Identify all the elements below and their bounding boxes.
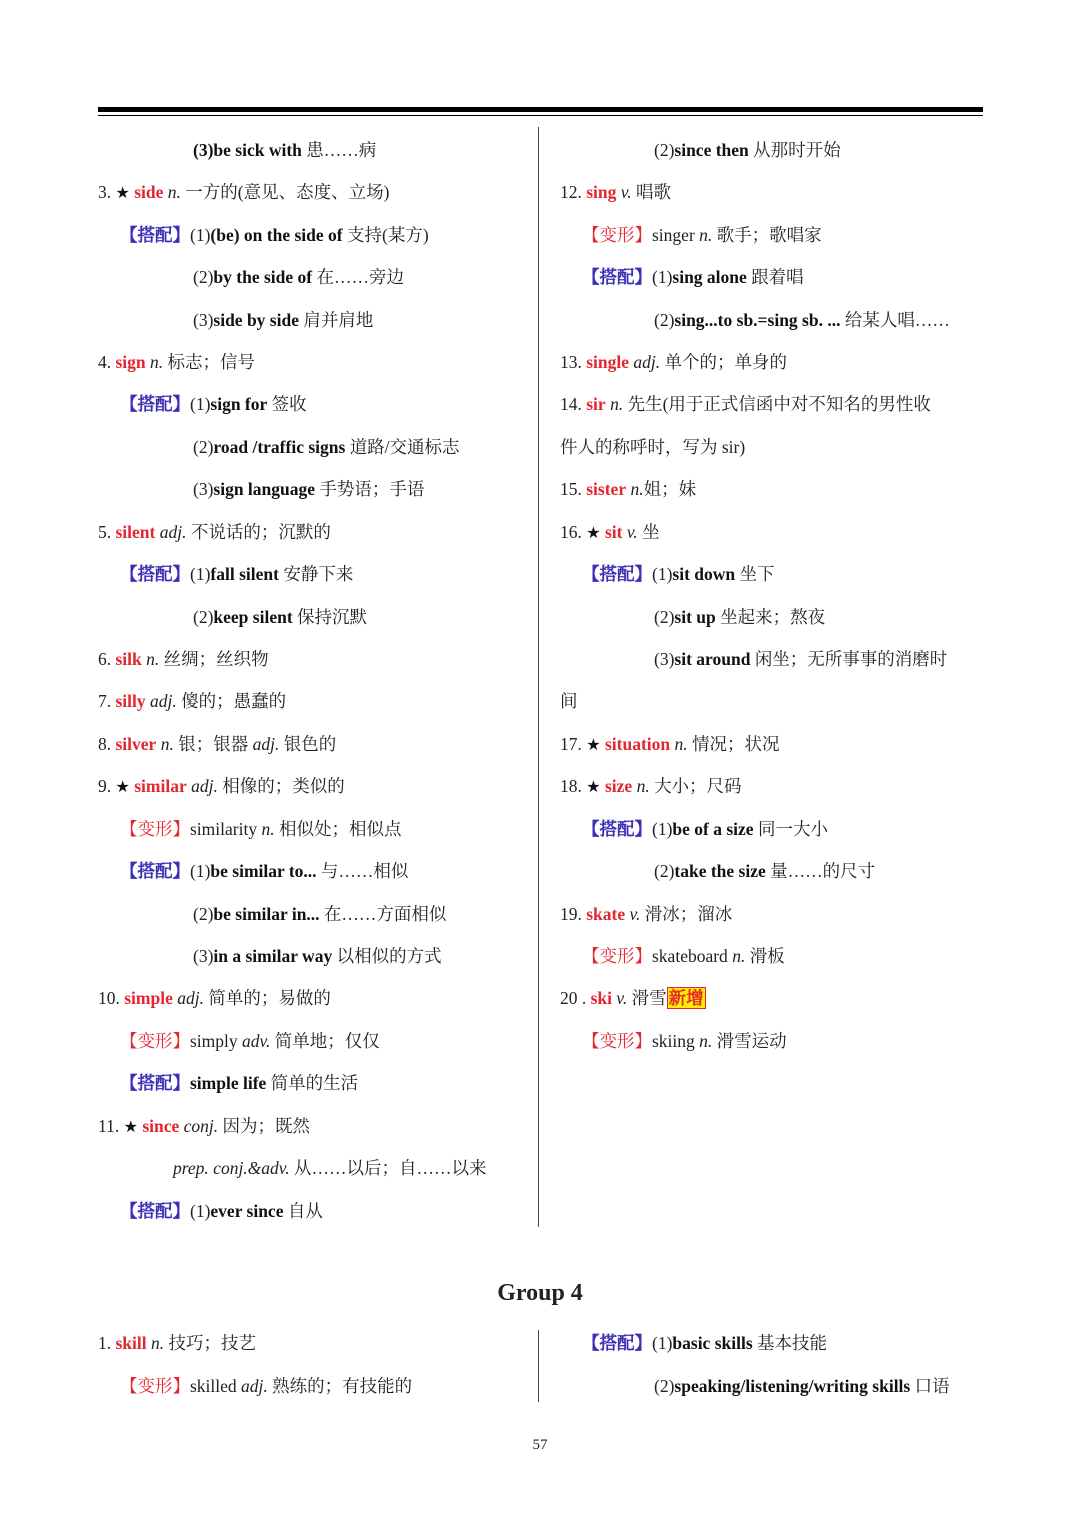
- part-of-speech: adj.: [177, 988, 204, 1008]
- text-run: 13.: [560, 352, 587, 372]
- text-run: (2): [654, 310, 675, 330]
- text-run: 量……的尺寸: [765, 861, 876, 881]
- section-tag: 【搭配】: [582, 1333, 652, 1353]
- phrase: sit up: [674, 607, 716, 627]
- text-run: (1): [652, 1333, 673, 1353]
- headword: ski: [590, 988, 613, 1008]
- text-run: 14.: [560, 394, 587, 414]
- column-divider-top: [538, 127, 539, 1227]
- text-run: 歌手；歌唱家: [712, 225, 822, 245]
- text-run: 道路/交通标志: [345, 437, 460, 457]
- entry-line: [98, 1115, 310, 1138]
- headword: simple: [124, 988, 173, 1008]
- part-of-speech: adj.: [191, 776, 218, 796]
- part-of-speech: v.: [626, 522, 638, 542]
- entry-line: [582, 818, 828, 840]
- text-run: 安静下来: [278, 564, 354, 584]
- entry-line: [120, 393, 307, 415]
- part-of-speech: n.: [699, 1031, 713, 1051]
- entry-line: [193, 903, 446, 925]
- entry-line: [120, 1030, 380, 1052]
- part-of-speech: n.: [146, 649, 160, 669]
- phrase: speaking/listening/writing skills: [674, 1376, 911, 1396]
- headword: size: [604, 776, 633, 796]
- entry-line: [98, 181, 389, 204]
- part-of-speech: adj.: [159, 522, 187, 542]
- text-run: 滑冰；溜冰: [640, 904, 733, 924]
- headword: skill: [115, 1333, 147, 1353]
- text-run: 坐: [637, 522, 660, 542]
- entry-line: [582, 1332, 827, 1354]
- part-of-speech: n.: [699, 225, 713, 245]
- text-run: 同一大小: [753, 819, 828, 839]
- section-tag: 【搭配】: [120, 861, 190, 881]
- text-run: 7.: [98, 691, 116, 711]
- entry-line: [98, 1332, 256, 1354]
- text-run: 16.: [560, 522, 587, 542]
- entry-line: [560, 478, 696, 500]
- text-run: 不说话的；沉默的: [186, 522, 331, 542]
- text-run: 简单的生活: [266, 1073, 359, 1093]
- text-run: 因为；既然: [218, 1116, 311, 1136]
- new-badge: 新增: [668, 988, 704, 1008]
- page-number: 57: [532, 1437, 548, 1453]
- text-run: 在……方面相似: [319, 904, 447, 924]
- part-of-speech: v.: [616, 988, 628, 1008]
- entry-line: [654, 606, 825, 628]
- text-run: 相像的；类似的: [217, 776, 345, 796]
- text-run: 患……病: [301, 140, 377, 160]
- text-run: 一方的(意见、态度、立场): [180, 182, 390, 202]
- part-of-speech: n.: [610, 394, 624, 414]
- text-run: 银；银器: [173, 734, 253, 754]
- phrase: side by side: [213, 310, 299, 330]
- star-icon: ★: [586, 523, 601, 542]
- text-run: 10.: [98, 988, 125, 1008]
- text-run: 5.: [98, 522, 116, 542]
- text-run: 19.: [560, 904, 587, 924]
- entry-line: [654, 1375, 950, 1397]
- entry-line: [654, 860, 875, 882]
- text-run: (1): [190, 225, 211, 245]
- text-run: skilled: [190, 1376, 242, 1396]
- section-tag: 【变形】: [120, 819, 190, 839]
- entry-line: [173, 1157, 487, 1179]
- entry-line: [120, 818, 401, 840]
- entry-line: [582, 224, 822, 246]
- entry-line: [120, 1375, 412, 1397]
- phrase: in a similar way: [213, 946, 333, 966]
- entry-line: [98, 521, 331, 543]
- text-run: (2): [654, 1376, 675, 1396]
- text-run: 标志；信号: [163, 352, 256, 372]
- entry-line: [560, 351, 787, 373]
- entry-line: [560, 393, 931, 415]
- entry-line: [560, 903, 732, 925]
- star-icon: ★: [115, 777, 130, 796]
- part-of-speech: v.: [629, 904, 641, 924]
- text-run: (3): [654, 649, 675, 669]
- phrase: keep silent: [213, 607, 293, 627]
- headword: sit: [604, 522, 623, 542]
- text-run: 丝绸；丝织物: [159, 649, 269, 669]
- phrase: since then: [674, 140, 749, 160]
- section-tag: 【搭配】: [120, 1201, 190, 1221]
- star-icon: ★: [586, 735, 601, 754]
- text-run: 基本技能: [752, 1333, 828, 1353]
- star-icon: ★: [123, 1117, 138, 1136]
- headword: sister: [586, 479, 627, 499]
- text-run: 姐；妹: [643, 479, 697, 499]
- part-of-speech: n.: [160, 734, 174, 754]
- text-run: 12.: [560, 182, 587, 202]
- text-run: (3): [193, 479, 214, 499]
- section-tag: 【变形】: [582, 1031, 652, 1051]
- header-rule-thin: [98, 115, 983, 116]
- entry-line: [582, 266, 804, 288]
- section-tag: 【搭配】: [120, 394, 190, 414]
- text-run: (2): [193, 607, 214, 627]
- entry-line: [120, 224, 429, 246]
- text-run: 傻的；愚蠢的: [176, 691, 287, 711]
- text-run: (1): [652, 819, 673, 839]
- text-run: (1): [190, 1201, 211, 1221]
- text-run: 支持(某方): [342, 225, 429, 245]
- entry-line: [560, 436, 745, 458]
- text-run: 11.: [98, 1116, 124, 1136]
- entry-line: [193, 606, 367, 628]
- text-run: 银色的: [279, 734, 337, 754]
- text-run: 17.: [560, 734, 587, 754]
- text-run: (2): [193, 437, 214, 457]
- entry-line: [193, 945, 442, 967]
- text-run: (3): [193, 310, 214, 330]
- entry-line: [193, 139, 376, 161]
- text-run: 坐起来；熬夜: [715, 607, 826, 627]
- part-of-speech: n.: [732, 946, 746, 966]
- section-tag: 【搭配】: [120, 225, 190, 245]
- phrase: be similar to...: [210, 861, 317, 881]
- phrase: sign language: [213, 479, 316, 499]
- entry-line: [582, 1030, 787, 1052]
- text-run: 单个的；单身的: [660, 352, 788, 372]
- text-run: simply: [190, 1031, 243, 1051]
- text-run: 在……旁边: [312, 267, 404, 287]
- phrase: (be) on the side of: [210, 225, 343, 245]
- text-run: (3): [193, 946, 214, 966]
- phrase: sing...to sb.=sing sb. ...: [674, 310, 841, 330]
- text-run: (1): [190, 564, 211, 584]
- entry-line: [560, 733, 780, 756]
- text-run: 口语: [910, 1376, 950, 1396]
- text-run: 相似处；相似点: [274, 819, 402, 839]
- text-run: 坐下: [735, 564, 775, 584]
- entry-line: [120, 1200, 323, 1222]
- phrase: take the size: [674, 861, 766, 881]
- part-of-speech: n.: [167, 182, 181, 202]
- text-run: 唱歌: [631, 182, 671, 202]
- phrase: sit down: [672, 564, 736, 584]
- entry-line: [560, 690, 578, 712]
- text-run: skiing: [652, 1031, 700, 1051]
- text-run: 滑雪: [627, 988, 667, 1008]
- entry-line: [98, 690, 286, 712]
- section-tag: 【变形】: [120, 1031, 190, 1051]
- phrase: road /traffic signs: [213, 437, 346, 457]
- section-tag: 【变形】: [582, 225, 652, 245]
- text-run: 与……相似: [316, 861, 409, 881]
- entry-line: [560, 521, 660, 544]
- section-tag: 【搭配】: [120, 564, 190, 584]
- text-run: 18.: [560, 776, 587, 796]
- entry-line: [560, 987, 706, 1009]
- text-run: 自从: [283, 1201, 323, 1221]
- column-divider-bottom: [538, 1330, 539, 1402]
- phrase: sign for: [210, 394, 268, 414]
- header-rule-thick: [98, 107, 983, 112]
- part-of-speech: n.: [636, 776, 650, 796]
- entry-line: [582, 563, 775, 585]
- text-run: 简单地；仅仅: [270, 1031, 380, 1051]
- part-of-speech: n.: [151, 1333, 165, 1353]
- text-run: 大小；尺码: [649, 776, 742, 796]
- text-run: (1): [652, 564, 673, 584]
- headword: silver: [115, 734, 157, 754]
- phrase: be similar in...: [213, 904, 320, 924]
- text-run: 跟着唱: [746, 267, 804, 287]
- entry-line: [193, 436, 460, 458]
- headword: since: [142, 1116, 180, 1136]
- part-of-speech: v.: [620, 182, 632, 202]
- entry-line: [120, 563, 353, 585]
- headword: silly: [115, 691, 146, 711]
- text-run: 简单的；易做的: [204, 988, 331, 1008]
- text-run: 签收: [267, 394, 307, 414]
- headword: side: [134, 182, 164, 202]
- entry-line: [193, 478, 424, 500]
- text-run: 保持沉默: [292, 607, 368, 627]
- section-tag: 【搭配】: [582, 564, 652, 584]
- section-tag: 【搭配】: [120, 1073, 190, 1093]
- part-of-speech: adj.: [150, 691, 177, 711]
- text-run: (2): [193, 904, 214, 924]
- group-title: Group 4: [497, 1280, 583, 1306]
- entry-line: [560, 775, 742, 798]
- phrase: (3)be sick with: [193, 140, 302, 160]
- part-of-speech: adj.: [252, 734, 280, 754]
- text-run: 以相似的方式: [332, 946, 442, 966]
- text-run: 从那时开始: [748, 140, 841, 160]
- text-run: 4.: [98, 352, 116, 372]
- text-run: 肩并肩地: [298, 310, 374, 330]
- text-run: 间: [560, 691, 578, 711]
- entry-line: [654, 648, 947, 670]
- headword: skate: [586, 904, 626, 924]
- text-run: (2): [654, 607, 675, 627]
- section-tag: 【搭配】: [582, 819, 652, 839]
- text-run: singer: [652, 225, 700, 245]
- phrase: fall silent: [210, 564, 279, 584]
- text-run: (2): [193, 267, 214, 287]
- text-run: 15.: [560, 479, 587, 499]
- entry-line: [98, 987, 331, 1009]
- text-run: (2): [654, 140, 675, 160]
- section-tag: 【变形】: [120, 1376, 190, 1396]
- text-run: skateboard: [652, 946, 733, 966]
- headword: sing: [586, 182, 617, 202]
- entry-line: [654, 309, 950, 331]
- entry-line: [98, 351, 255, 373]
- text-run: (1): [652, 267, 673, 287]
- text-run: 滑板: [745, 946, 785, 966]
- phrase: ever since: [210, 1201, 284, 1221]
- text-run: 1.: [98, 1333, 116, 1353]
- phrase: by the side of: [213, 267, 313, 287]
- headword: silk: [115, 649, 142, 669]
- section-tag: 【变形】: [582, 946, 652, 966]
- star-icon: ★: [586, 777, 601, 796]
- entry-line: [120, 1072, 358, 1094]
- headword: sign: [115, 352, 146, 372]
- text-run: 8.: [98, 734, 116, 754]
- text-run: 3.: [98, 182, 116, 202]
- star-icon: ★: [115, 183, 130, 202]
- part-of-speech: adv.: [242, 1031, 271, 1051]
- text-run: 先生(用于正式信函中对不知名的男性收: [623, 394, 931, 414]
- part-of-speech: n.: [630, 479, 644, 499]
- part-of-speech: n.: [674, 734, 688, 754]
- entry-line: [98, 775, 345, 798]
- text-run: 滑雪运动: [712, 1031, 787, 1051]
- headword: sir: [586, 394, 606, 414]
- part-of-speech: n.: [261, 819, 275, 839]
- part-of-speech: n.: [150, 352, 164, 372]
- entry-line: [193, 309, 373, 331]
- entry-line: [193, 266, 404, 288]
- text-run: 从……以后；自……以来: [289, 1158, 487, 1178]
- phrase: sing alone: [672, 267, 747, 287]
- headword: situation: [604, 734, 671, 754]
- text-run: 熟练的；有技能的: [267, 1376, 413, 1396]
- text-run: 20 .: [560, 988, 591, 1008]
- phrase: basic skills: [672, 1333, 753, 1353]
- text-run: 给某人唱……: [840, 310, 950, 330]
- text-run: 件人的称呼时，写为 sir): [560, 437, 746, 457]
- headword: similar: [134, 776, 187, 796]
- text-run: 闲坐；无所事事的消磨时: [750, 649, 948, 669]
- section-tag: 【搭配】: [582, 267, 652, 287]
- text-run: (1): [190, 394, 211, 414]
- part-of-speech: prep. conj.&adv.: [173, 1158, 290, 1178]
- entry-line: [98, 648, 269, 670]
- part-of-speech: adj.: [633, 352, 661, 372]
- text-run: (2): [654, 861, 675, 881]
- text-run: 情况；状况: [687, 734, 780, 754]
- entry-line: [582, 945, 785, 967]
- text-run: similarity: [190, 819, 262, 839]
- text-run: 手势语；手语: [315, 479, 425, 499]
- text-run: (1): [190, 861, 211, 881]
- entry-line: [654, 139, 841, 161]
- part-of-speech: adj.: [241, 1376, 268, 1396]
- text-run: 技巧；技艺: [164, 1333, 257, 1353]
- phrase: sit around: [674, 649, 751, 669]
- text-run: 9.: [98, 776, 116, 796]
- part-of-speech: conj.: [183, 1116, 219, 1136]
- entry-line: [560, 181, 671, 203]
- text-run: 6.: [98, 649, 116, 669]
- headword: silent: [115, 522, 156, 542]
- phrase: simple life: [190, 1073, 267, 1093]
- headword: single: [586, 352, 630, 372]
- entry-line: [98, 733, 336, 755]
- phrase: be of a size: [672, 819, 754, 839]
- entry-line: [120, 860, 408, 882]
